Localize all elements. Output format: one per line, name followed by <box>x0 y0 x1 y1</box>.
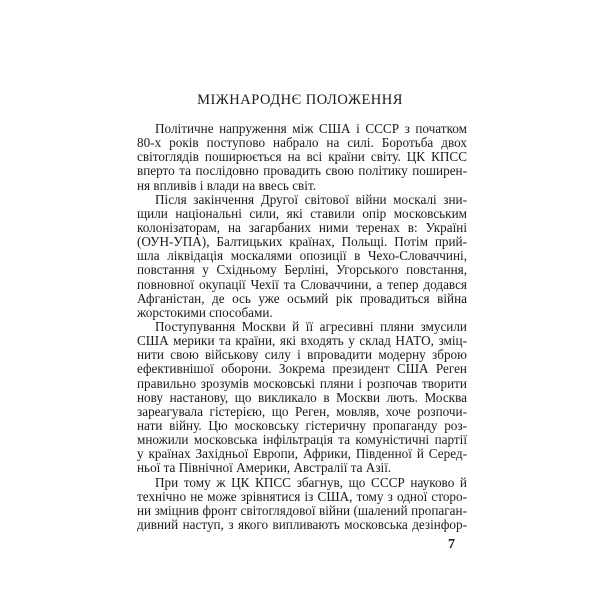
text-line: жорстокими способами. <box>137 305 273 320</box>
text-line: дивний наступ, з якого випливають московська дезінфор- <box>137 517 467 532</box>
text-line: повстання у Східньому Берліні, Угорського повстання, <box>137 263 467 278</box>
text-line: Після закінчення Другої світової війни москалі зни- <box>155 192 467 207</box>
text-line: вперто та послідовно провадить свою політику поширен- <box>137 164 467 179</box>
text-line: США мерики та країни, які входять у склад НАТО, зміц- <box>137 334 467 349</box>
section-heading: МІЖНАРОДНЄ ПОЛОЖЕННЯ <box>197 92 403 108</box>
page-number: 7 <box>448 537 455 552</box>
text-line: світоглядів поширюється на всі країни світу. ЦК КПСС <box>137 150 467 165</box>
text-line: зареагувала гістерією, що Реген, мовляв, хоче розпочи- <box>137 404 467 419</box>
text-line: технічно не може зрівнятися із США, тому з одної сторо- <box>137 489 467 504</box>
text-line: (ОУН-УПА), Балтицьких країнах, Польщі. Потім прий- <box>137 235 467 250</box>
text-line: Афганістан, де ось уже осьмий рік провадиться війна <box>137 291 467 306</box>
text-line: колонізаторам, на загарбаних ними теренах в: Україні <box>137 220 467 235</box>
text-line: у країнах Західньої Европи, Африки, Південної й Серед- <box>137 447 467 462</box>
text-line: повновної окупації Чехії та Словаччини, а тепер додався <box>137 277 467 292</box>
text-line: ни зміцнив фронт світоглядової війни (шалений пропаган- <box>137 503 467 518</box>
text-line: При тому ж ЦК КПСС збагнув, що СССР науково й <box>155 475 467 490</box>
text-line: нову настанову, що викликало в Москви лють. Москва <box>137 390 467 405</box>
text-line: нати війну. Цю московську гістеричну пропаганду роз- <box>137 418 467 433</box>
text-line: множили московська інфільтрація та комуністичні партії <box>137 433 467 448</box>
text-line: ня впливів і влади на ввесь світ. <box>137 178 317 193</box>
body-text <box>137 122 467 532</box>
text-line: шла ліквідація москалями опозиції в Чехо-Словаччині, <box>137 249 467 264</box>
text-line: ньої та Північної Америки, Австралії та Азії. <box>137 461 392 476</box>
text-line: ефективнішої оборони. Зокрема президент США Реген <box>137 362 467 377</box>
text-line: 80-х років поступово набрало на силі. Боротьба двох <box>137 136 467 151</box>
text-line: нити свою військову силу і впровадити модерну зброю <box>137 348 467 363</box>
text-line: щили національні сили, які ставили опір московським <box>137 206 467 221</box>
text-line: правильно зрозумів московські пляни і розпочав творити <box>137 376 467 391</box>
text-line: Політичне напруження між США і СССР з початком <box>155 122 467 136</box>
text-line: Поступування Москви й її агресивні пляни змусили <box>155 319 467 334</box>
